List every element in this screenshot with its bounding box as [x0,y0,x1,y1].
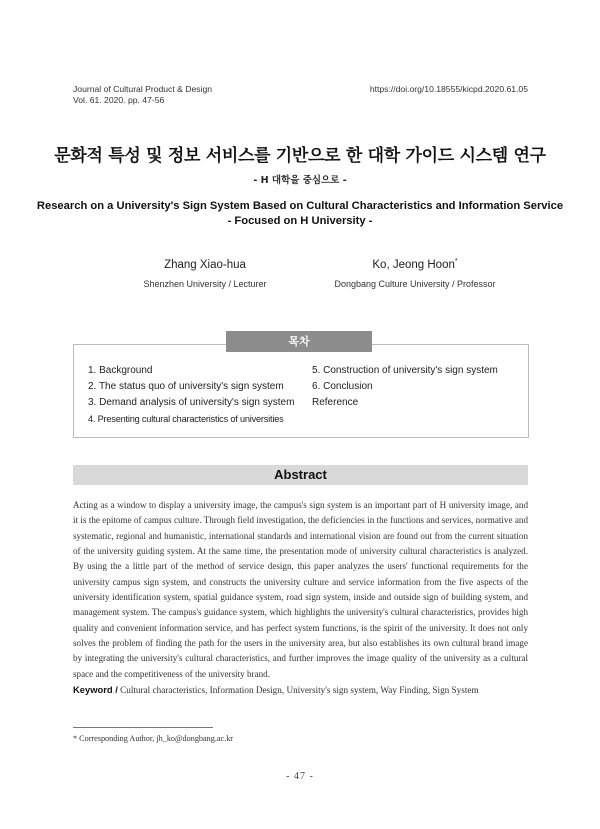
toc-item: 4. Presenting cultural characteristics of universities [88,414,284,424]
corresponding-mark: * [454,258,458,265]
toc-item: 3. Demand analysis of university's sign system [88,397,295,408]
english-title-line: Research on a University's Sign System Based on Cultural Characteristics and Information Service [36,200,564,212]
korean-title: 문화적 특성 및 정보 서비스를 기반으로 한 대학 가이드 시스템 연구 [54,146,546,166]
keyword-label: Keyword / [73,684,118,695]
author-name: Zhang Xiao-hua [164,258,246,271]
keywords [73,684,543,695]
keyword-list: Cultural characteristics, Information Design, University's sign system, Way Finding, Sign System [120,685,479,695]
toc-item: 1. Background [88,365,153,376]
english-title [0,199,600,229]
abstract-text: Acting as a window to display a university image, the campus's sign system is an important part of H university image, and it is the epitome of campus culture. Through field investigation, the deficiencies in the functions and services, normative and systematic, regional and humanistic, international standards and international vision are found out from the current situation of the university guiding system. At the same time, the presentation mode of university cultural characteristics is analyzed. By using the a little part of the method of service design, this paper analyzes the users' functional requirements for the university campus sign system, and constructs the university culture and service information from the five aspects of the university identification system, spatial guidance system, road sign system, inside and outside sign of building system, and management system. The campus's guidance system, which highlights the university's cultural characteristics, provides high quality and convenient information service, and has perfect system functions, is the spirit of the university. It does not only solves the problem of finding the path for the users in the university area, but also establishes its own cultural brand image by integrating the university's cultural characteristics, and further improves the image quality of the university as a cultural space and the competitiveness of the university brand. [73,500,528,679]
toc-item: Reference [312,397,359,408]
footnote-divider [73,727,213,728]
author-affiliation: Shenzhen University / Lecturer [143,278,267,289]
toc-item: 6. Conclusion [312,381,373,392]
page-number: - 47 - [286,771,314,782]
journal-name: Journal of Cultural Product & Design [73,84,213,94]
journal-volume: Vol. 61. 2020. pp. 47-56 [73,95,165,105]
journal-info [73,84,212,106]
toc-item: 5. Construction of university's sign system [312,365,498,376]
toc-label: 목차 [226,331,372,352]
korean-subtitle: - H 대학을 중심으로 - [253,175,347,186]
author-name: Ko, Jeong Hoon* [372,258,458,271]
author-block [95,258,315,289]
english-subtitle-line: - Focused on H University - [227,215,373,227]
footnote: * Corresponding Author, jh_ko@dongbang.ac.kr [73,734,234,743]
toc-left-column [88,363,294,427]
doi-link[interactable]: https://doi.org/10.18555/kicpd.2020.61.05 [369,84,528,94]
abstract-heading: Abstract [73,465,528,485]
toc-right-column [312,363,498,411]
toc-item: 2. The status quo of university's sign system [88,381,284,392]
author-block [305,258,525,289]
author-affiliation: Dongbang Culture University / Professor [334,278,496,289]
